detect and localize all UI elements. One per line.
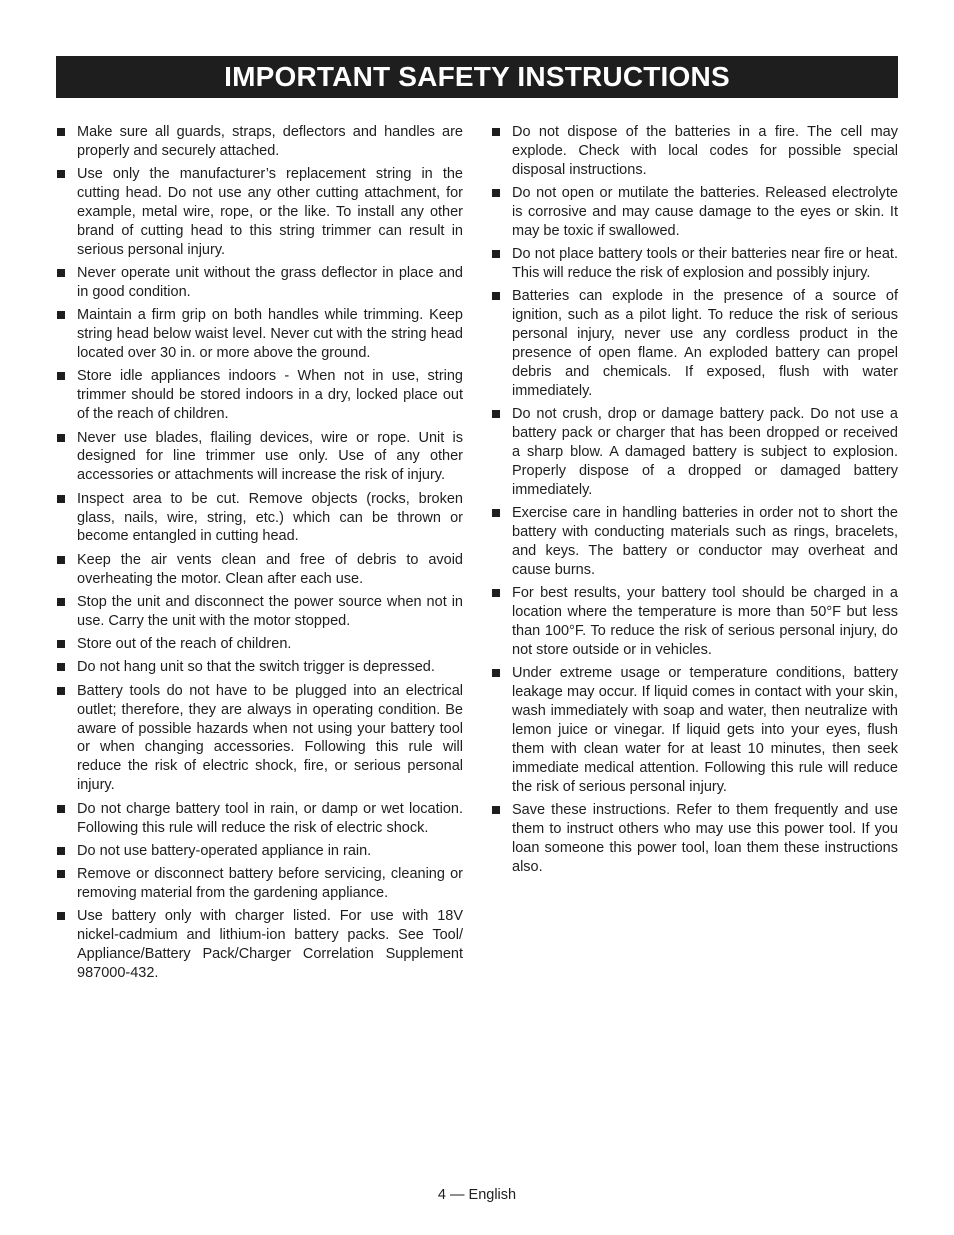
- list-item-text: Keep the air vents clean and free of debris to avoid overheating the motor. Clean after each use.: [77, 551, 463, 587]
- page-title: IMPORTANT SAFETY INSTRUCTIONS: [224, 61, 730, 92]
- list-item: [56, 842, 463, 861]
- square-bullet-icon: [57, 128, 65, 136]
- list-item-text: Do not crush, drop or damage battery pack. Do not use a battery pack or charger that has been dropped or received a sharp blow. A damaged battery is subject to explosion. Properly dispose of a dropped or damaged battery immediately.: [512, 406, 898, 498]
- square-bullet-icon: [492, 669, 500, 677]
- square-bullet-icon: [57, 687, 65, 695]
- square-bullet-icon: [492, 250, 500, 258]
- square-bullet-icon: [57, 269, 65, 277]
- list-item-text: Use battery only with charger listed. For use with 18V nickel-cadmium and lithium-ion battery packs. See Tool/ Appliance/Battery Pack/Charger Correlation Supplement 987000-432.: [77, 908, 463, 982]
- square-bullet-icon: [57, 663, 65, 671]
- list-item: [56, 306, 463, 363]
- list-item-text: Exercise care in handling batteries in order not to short the battery with conducting materials such as rings, bracelets, and keys. The battery or conductor may overheat and cause burns.: [512, 505, 898, 578]
- square-bullet-icon: [57, 434, 65, 442]
- list-item: [491, 184, 898, 241]
- square-bullet-icon: [57, 372, 65, 380]
- square-bullet-icon: [57, 912, 65, 920]
- list-item-text: Do not place battery tools or their batteries near fire or heat. This will reduce the risk of explosion and possibly injury.: [512, 246, 898, 282]
- square-bullet-icon: [492, 189, 500, 197]
- list-item: [56, 367, 463, 424]
- list-item-text: Do not open or mutilate the batteries. Released electrolyte is corrosive and may cause damage to the eyes or skin. It may be toxic if swallowed.: [512, 185, 898, 239]
- square-bullet-icon: [57, 170, 65, 178]
- right-column: [491, 123, 898, 881]
- page-footer: [0, 1186, 954, 1204]
- square-bullet-icon: [57, 495, 65, 503]
- list-item-text: Store idle appliances indoors - When not in use, string trimmer should be stored indoors in a dry, locked place out of the reach of children.: [77, 368, 463, 423]
- list-item-text: Make sure all guards, straps, deflectors and handles are properly and securely attached.: [77, 124, 463, 159]
- list-item-text: Never use blades, flailing devices, wire or rope. Unit is designed for line trimmer use only. Use of any other accessories or attachments will increase the risk of injury.: [77, 429, 463, 484]
- list-item-text: Do not hang unit so that the switch trigger is depressed.: [77, 659, 435, 676]
- square-bullet-icon: [57, 870, 65, 878]
- list-item: [491, 504, 898, 580]
- list-item-text: For best results, your battery tool should be charged in a location where the temperature is more than 50°F but less than 100°F. To reduce the risk of serious personal injury, do not store outside or in vehicles.: [512, 585, 898, 658]
- list-item: [56, 635, 463, 654]
- square-bullet-icon: [492, 589, 500, 597]
- list-item-text: Stop the unit and disconnect the power source when not in use. Carry the unit with the motor stopped.: [77, 593, 463, 629]
- list-item-text: Inspect area to be cut. Remove objects (rocks, broken glass, nails, wire, string, etc.) which can be thrown or become entangled in cutting head.: [77, 490, 463, 545]
- list-item-text: Battery tools do not have to be plugged into an electrical outlet; therefore, they are always in operating condition. Be aware of possible hazards when not using your battery tool or when changing accessories. Following this rule will reduce the risk of electric shock, fire, or serious personal injury.: [77, 682, 463, 794]
- square-bullet-icon: [57, 847, 65, 855]
- list-item-text: Maintain a firm grip on both handles while trimming. Keep string head below waist level. Never cut with the string head located over 30 in. or more above the ground.: [77, 307, 463, 362]
- list-item: [491, 245, 898, 283]
- list-item: [56, 865, 463, 903]
- list-item-text: Do not dispose of the batteries in a fire. The cell may explode. Check with local codes for possible special disposal instructions.: [512, 124, 898, 178]
- list-item: [491, 584, 898, 660]
- list-item: [491, 405, 898, 500]
- list-item: [491, 287, 898, 400]
- safety-list-left: [56, 123, 463, 983]
- list-item-text: Save these instructions. Refer to them frequently and use them to instruct others who may use this power tool. If you loan someone this power tool, loan them these instructions also.: [512, 801, 898, 875]
- list-item: [56, 658, 463, 677]
- list-item: [56, 907, 463, 983]
- list-item: [56, 123, 463, 161]
- list-item: [56, 551, 463, 589]
- list-item: [56, 800, 463, 838]
- list-item-text: Never operate unit without the grass deflector in place and in good condition.: [77, 265, 463, 301]
- square-bullet-icon: [492, 806, 500, 814]
- square-bullet-icon: [492, 128, 500, 136]
- list-item: [56, 593, 463, 631]
- list-item: [56, 682, 463, 795]
- square-bullet-icon: [57, 311, 65, 319]
- left-column: [56, 123, 463, 987]
- list-item: [491, 123, 898, 180]
- list-item: [56, 264, 463, 302]
- square-bullet-icon: [492, 410, 500, 418]
- list-item: [56, 490, 463, 547]
- square-bullet-icon: [57, 598, 65, 606]
- list-item: [56, 429, 463, 486]
- square-bullet-icon: [492, 292, 500, 300]
- list-item-text: Batteries can explode in the presence of a source of ignition, such as a pilot light. To reduce the risk of serious personal injury, never use any cordless product in the presence of open flame. An exploded battery can propel debris and chemicals. If exposed, flush with water immediately.: [512, 288, 898, 399]
- square-bullet-icon: [57, 556, 65, 564]
- list-item-text: Use only the manufacturer’s replacement string in the cutting head. Do not use any other cutting attachment, for example, metal wire, rope, or the like. To install any other brand of cutting head to this string trimmer can result in serious personal injury.: [77, 166, 463, 258]
- safety-list-right: [491, 123, 898, 877]
- list-item: [491, 664, 898, 796]
- list-item-text: Remove or disconnect battery before servicing, cleaning or removing material from the gardening appliance.: [77, 866, 463, 901]
- square-bullet-icon: [57, 640, 65, 648]
- section-title-banner: [56, 56, 898, 98]
- list-item: [56, 165, 463, 260]
- square-bullet-icon: [492, 509, 500, 517]
- list-item-text: Store out of the reach of children.: [77, 636, 292, 653]
- list-item: [491, 801, 898, 877]
- page-number: 4 — English: [437, 1187, 517, 1203]
- list-item-text: Under extreme usage or temperature conditions, battery leakage may occur. If liquid comes in contact with your skin, wash immediately with soap and water, then neutralize with lemon juice or vinegar. If liquid gets into your eyes, flush them with clean water for at least 10 minutes, then seek immediate medical attention. Following this rule will reduce the risk of serious personal injury.: [512, 665, 898, 795]
- list-item-text: Do not charge battery tool in rain, or damp or wet location. Following this rule will reduce the risk of electric shock.: [77, 800, 463, 836]
- list-item-text: Do not use battery-operated appliance in rain.: [77, 842, 372, 859]
- square-bullet-icon: [57, 805, 65, 813]
